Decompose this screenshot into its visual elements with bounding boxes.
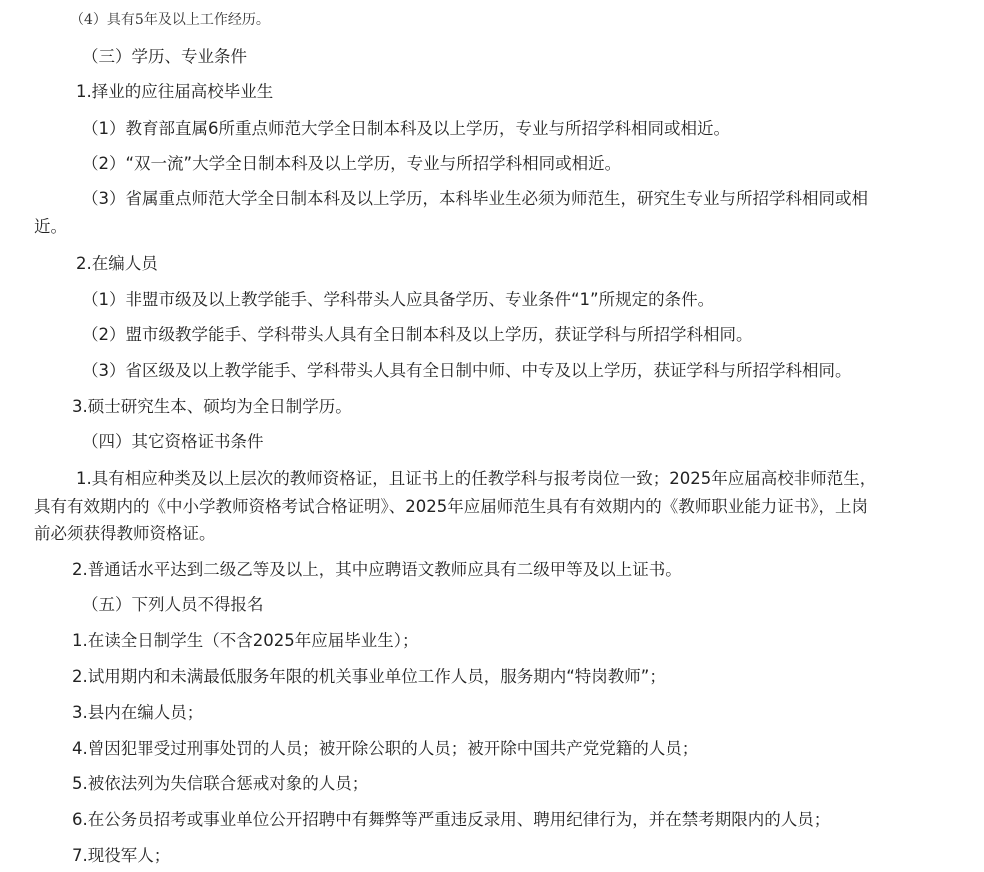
paragraph-certificates-1-cont: 具有有效期内的《中小学教师资格考试合格证明》、2025年应届师范生具有有效期内的《教师职业能力证书》，上岗 (34, 497, 868, 516)
section-heading-education: （三）学历、专业条件 (82, 47, 247, 66)
paragraph-certificates-2: 2.普通话水平达到二级乙等及以上，其中应聘语文教师应具有二级甲等及以上证书。 (72, 560, 682, 579)
excluded-item-2: 2.试用期内和未满最低服务年限的机关事业单位工作人员，服务期内“特岗教师”； (72, 667, 666, 686)
excluded-item-1: 1.在读全日制学生（不含2025年应届毕业生）； (72, 631, 419, 650)
subheading-graduates: 1.择业的应往届高校毕业生 (76, 82, 274, 101)
paragraph-work-experience: （4）具有5年及以上工作经历。 (70, 12, 270, 28)
paragraph-graduates-1: （1）教育部直属6所重点师范大学全日制本科及以上学历，专业与所招学科相同或相近。 (82, 119, 730, 138)
paragraph-in-service-2: （2）盟市级教学能手、学科带头人具有全日制本科及以上学历，获证学科与所招学科相同。 (82, 325, 753, 344)
paragraph-in-service-1: （1）非盟市级及以上教学能手、学科带头人应具备学历、专业条件“1”所规定的条件。 (82, 290, 715, 309)
paragraph-graduates-3-cont: 近。 (34, 217, 67, 236)
paragraph-certificates-1: 1.具有相应种类及以上层次的教师资格证，且证书上的任教学科与报考岗位一致；2025年应届高校非师范生， (76, 469, 877, 488)
paragraph-graduates-2: （2）“双一流”大学全日制本科及以上学历，专业与所招学科相同或相近。 (82, 154, 622, 173)
paragraph-certificates-1-end: 前必须获得教师资格证。 (34, 524, 216, 543)
paragraph-in-service-3: （3）省区级及以上教学能手、学科带头人具有全日制中师、中专及以上学历，获证学科与所招学科相同。 (82, 361, 852, 380)
excluded-item-7: 7.现役军人； (72, 846, 171, 865)
subheading-in-service: 2.在编人员 (76, 254, 158, 273)
excluded-item-4: 4.曾因犯罪受过刑事处罚的人员；被开除公职的人员；被开除中国共产党党籍的人员； (72, 739, 699, 758)
section-heading-excluded: （五）下列人员不得报名 (82, 595, 264, 614)
section-heading-certificates: （四）其它资格证书条件 (82, 432, 264, 451)
excluded-item-5: 5.被依法列为失信联合惩戒对象的人员； (72, 774, 369, 793)
paragraph-graduates-3: （3）省属重点师范大学全日制本科及以上学历，本科毕业生必须为师范生，研究生专业与所招学科相同或相 (82, 189, 868, 208)
excluded-item-3: 3.县内在编人员； (72, 703, 204, 722)
excluded-item-6: 6.在公务员招考或事业单位公开招聘中有舞弊等严重违反录用、聘用纪律行为，并在禁考期限内的人员； (72, 810, 831, 829)
subheading-masters: 3.硕士研究生本、硕均为全日制学历。 (72, 397, 352, 416)
